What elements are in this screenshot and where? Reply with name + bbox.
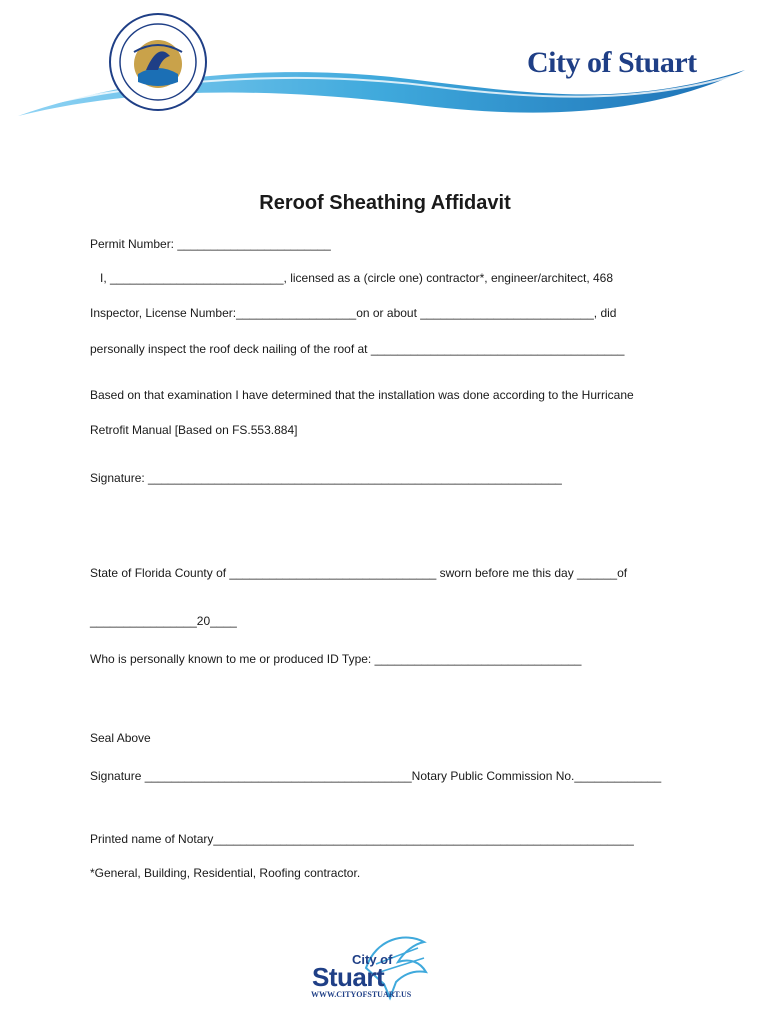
city-seal-logo — [108, 12, 208, 112]
notary-signature-line: Signature ________________________________________Notary Public Commission No._____________ — [90, 769, 662, 783]
document-title: Reroof Sheathing Affidavit — [259, 192, 511, 214]
license-number-line: Inspector, License Number:__________________on or about __________________________, did — [90, 306, 617, 320]
footer-url[interactable]: WWW.CITYOFSTUART.US — [311, 990, 412, 999]
letterhead — [0, 0, 770, 140]
contractor-footnote: *General, Building, Residential, Roofing contractor. — [90, 866, 361, 880]
footer-city-label: City of — [352, 952, 393, 967]
permit-number-line: Permit Number: _______________________ — [90, 237, 331, 251]
roof-address-line: personally inspect the roof deck nailing of the roof at ______________________________________ — [90, 342, 625, 356]
licensee-line: I, __________________________, licensed as a (circle one) contractor*, engineer/architect, 468 — [90, 271, 614, 285]
brand-title: City of Stuart — [527, 46, 697, 79]
id-type-line: Who is personally known to me or produced ID Type: _______________________________ — [90, 652, 582, 666]
seal-above-label: Seal Above — [90, 731, 151, 745]
signature-line: Signature: ______________________________________________________________ — [90, 471, 562, 485]
notary-name-line: Printed name of Notary_______________________________________________________________ — [90, 832, 634, 846]
footer-stuart-label: Stuart — [312, 962, 385, 992]
state-county-line: State of Florida County of _______________________________ sworn before me this day ______of — [90, 566, 628, 580]
examination-statement: Based on that examination I have determined that the installation was done according to the Hurricane — [90, 388, 634, 402]
date-year-line: ________________20____ — [90, 614, 237, 628]
manual-reference: Retrofit Manual [Based on FS.553.884] — [90, 423, 298, 437]
